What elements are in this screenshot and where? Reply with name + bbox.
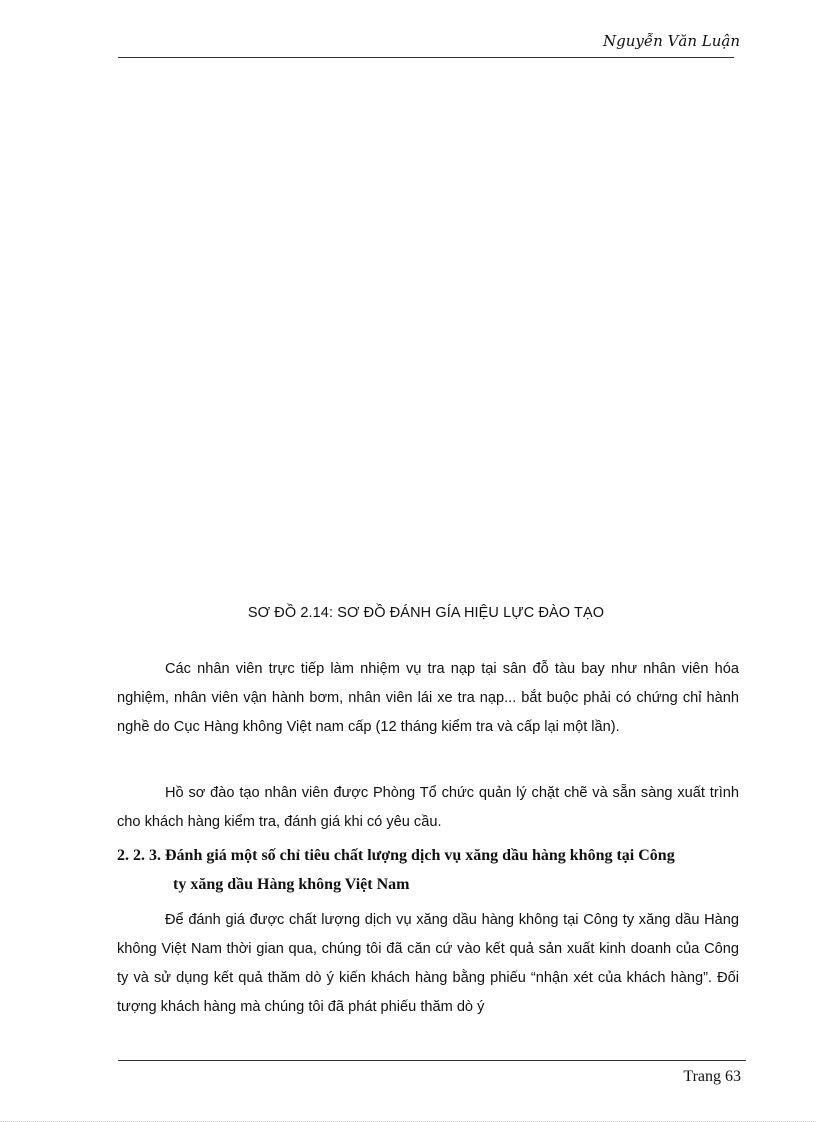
section-heading <box>117 841 743 899</box>
diagram-placeholder <box>118 70 734 590</box>
paragraph-2 <box>117 779 739 837</box>
paragraph-2-text: Hồ sơ đào tạo nhân viên được Phòng Tổ chức quản lý chặt chẽ và sẵn sàng xuất trình cho khách hàng kiểm tra, đánh giá khi có yêu cầu. <box>117 785 739 830</box>
header-author: Nguyễn Văn Luận <box>603 32 740 50</box>
paragraph-1 <box>117 655 739 742</box>
header-rule <box>118 57 734 58</box>
page-number: Trang 63 <box>683 1068 741 1085</box>
page-edge <box>0 1121 816 1122</box>
diagram-caption: SƠ ĐỒ 2.14: SƠ ĐỒ ĐÁNH GÍA HIỆU LỰC ĐÀO TẠO <box>247 605 605 621</box>
footer-rule <box>118 1060 746 1061</box>
paragraph-3 <box>117 906 739 1022</box>
section-heading-line-1: 2. 2. 3. Đánh giá một số chỉ tiêu chất lượng dịch vụ xăng dầu hàng không tại Công <box>117 847 675 864</box>
paragraph-3-text: Để đánh giá được chất lượng dịch vụ xăng dầu hàng không tại Công ty xăng dầu Hàng không Việt Nam thời gian qua, chúng tôi đã căn cứ vào kết quả sản xuất kinh doanh của Công ty và sử dụng kết quả thăm dò ý kiến khách hàng bằng phiếu “nhận xét của khách hàng”. Đối tượng khách hàng mà chúng tôi đã phát phiếu thăm dò ý <box>117 912 739 1015</box>
paragraph-1-text: Các nhân viên trực tiếp làm nhiệm vụ tra nạp tại sân đỗ tàu bay như nhân viên hóa nghiệm, nhân viên vận hành bơm, nhân viên lái xe tra nạp... bắt buộc phải có chứng chỉ hành nghề do Cục Hàng không Việt nam cấp (12 tháng kiểm tra và cấp lại một lần). <box>117 661 739 735</box>
section-heading-line-2: ty xăng dầu Hàng không Việt Nam <box>173 876 410 893</box>
